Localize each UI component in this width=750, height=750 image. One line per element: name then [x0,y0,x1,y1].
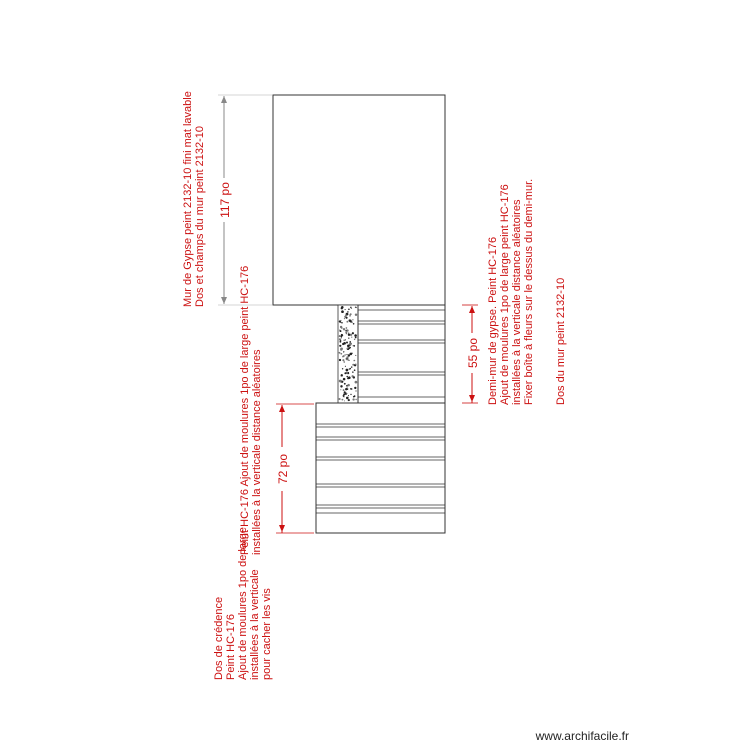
watermark: www.archifacile.fr [535,729,629,743]
half-wall-back-note: Dos du mur peint 2132-10 [555,277,567,405]
upper-wall-note: Mur de Gypse peint 2132-10 fini mat lavable Dos et champs du mur peint 2132-10 [182,91,206,307]
backsplash-note: Dos de crédence Peint HC-176 Ajout de moulures 1po de large installées à la verticale pour cacher les vis [213,527,273,680]
backsplash-note-upper: Peint HC-176 Ajout de moulures 1po de large peint HC-176 installées à la verticale distance aléatoires [239,265,263,555]
dimension-117-label: 117 po [218,182,232,218]
backsplash[interactable] [316,403,445,533]
dimension-72-label: 72 po [276,453,290,485]
dimension-55-label: 55 po [466,337,480,369]
half-wall-note: Demi-mur de gypse. Peint HC-176 Ajout de moulures 1po de large peint HC-176 installées à la verticale distance aléatoires Fixer boîte à fleurs sur le dessus du demi-mur. [487,178,535,405]
dimension-72 [275,404,314,533]
upper-wall[interactable] [273,95,445,305]
half-wall[interactable] [358,305,445,403]
dimension-55 [462,305,480,403]
flower-box[interactable] [338,305,358,403]
